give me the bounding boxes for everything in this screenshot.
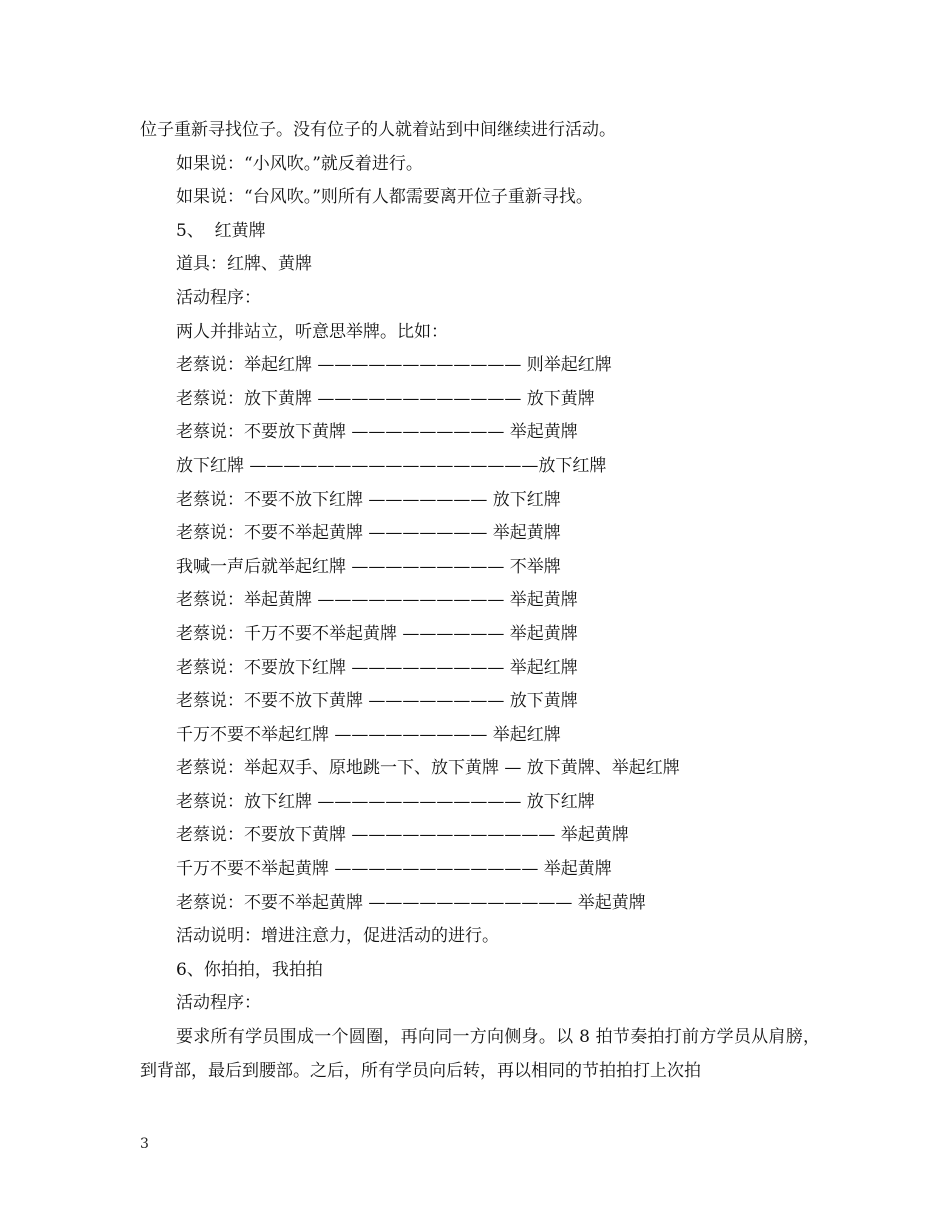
text-line: 老蔡说：举起双手、原地跳一下、放下黄牌 — 放下黄牌、举起红牌 <box>176 758 680 779</box>
text-line: 道具：红牌、黄牌 <box>176 254 312 275</box>
text-line: 6、你拍拍，我拍拍 <box>176 959 323 980</box>
text-line: 千万不要不举起红牌 ————————— 举起红牌 <box>176 724 561 745</box>
document-body <box>140 114 820 1088</box>
text-line: 老蔡说：不要放下红牌 ————————— 举起红牌 <box>176 657 578 678</box>
text-line: 两人并排站立，听意思举牌。比如： <box>176 321 448 342</box>
page-number: 3 <box>140 1136 149 1152</box>
text-paragraph: 要求所有学员围成一个圆圈，再向同一方向侧身。以 8 拍节奏拍打前方学员从肩膀，到背部，最后到腰部。之后，所有学员向后转，再以相同的节拍拍打上次拍 <box>140 1027 820 1081</box>
text-line: 放下红牌 —————————————————放下红牌 <box>176 455 607 476</box>
text-line: 如果说：“台风吹。”则所有人都需要离开位子重新寻找。 <box>176 187 593 208</box>
text-line: 老蔡说：不要放下黄牌 ———————————— 举起黄牌 <box>176 825 629 846</box>
text-line: 活动程序： <box>176 993 261 1014</box>
text-line: 老蔡说：举起黄牌 ——————————— 举起黄牌 <box>176 590 578 611</box>
text-line: 活动程序： <box>176 287 261 308</box>
text-line: 如果说：“小风吹。”就反着进行。 <box>176 153 423 174</box>
text-line: 老蔡说：千万不要不举起黄牌 —————— 举起黄牌 <box>176 623 578 644</box>
text-line: 5、 红黄牌 <box>176 220 266 241</box>
text-line: 老蔡说：不要不举起黄牌 ——————— 举起黄牌 <box>176 523 561 544</box>
text-line: 老蔡说：不要不放下黄牌 ———————— 放下黄牌 <box>176 691 578 712</box>
text-line: 我喊一声后就举起红牌 ————————— 不举牌 <box>176 556 561 577</box>
text-line: 千万不要不举起黄牌 ———————————— 举起黄牌 <box>176 859 612 880</box>
text-line: 老蔡说：不要不举起黄牌 ———————————— 举起黄牌 <box>176 892 646 913</box>
text-line: 老蔡说：举起红牌 ———————————— 则举起红牌 <box>176 355 612 376</box>
text-line: 老蔡说：放下黄牌 ———————————— 放下黄牌 <box>176 388 595 409</box>
text-line: 老蔡说：放下红牌 ———————————— 放下红牌 <box>176 791 595 812</box>
text-line: 活动说明：增进注意力，促进活动的进行。 <box>176 926 499 947</box>
text-line: 老蔡说：不要放下黄牌 ————————— 举起黄牌 <box>176 422 578 443</box>
text-line: 位子重新寻找位子。没有位子的人就着站到中间继续进行活动。 <box>140 120 616 140</box>
text-line: 老蔡说：不要不放下红牌 ——————— 放下红牌 <box>176 489 561 510</box>
